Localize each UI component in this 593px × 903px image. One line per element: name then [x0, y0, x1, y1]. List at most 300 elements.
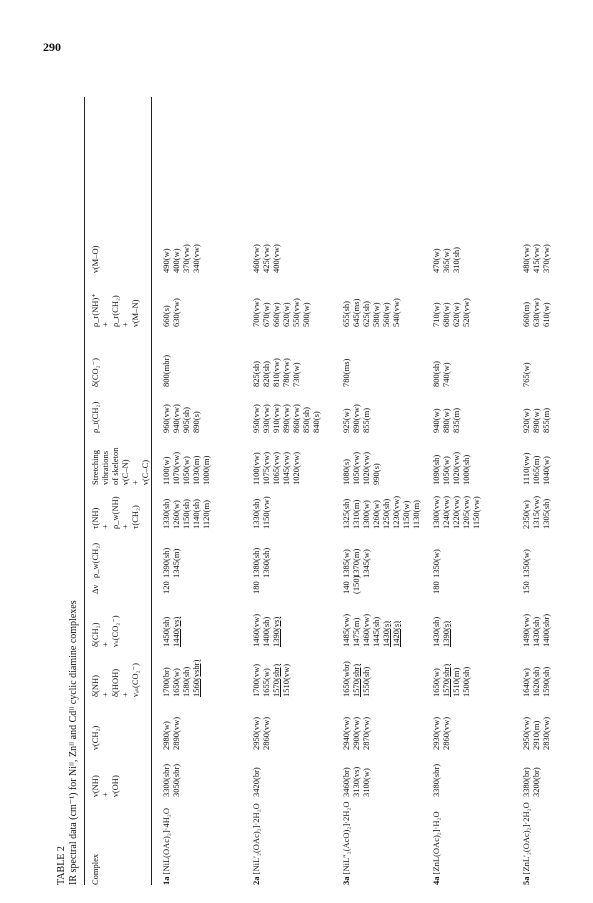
- cell-value: 3130(vs): [351, 766, 361, 797]
- cell-value: 880(w): [441, 408, 451, 433]
- cell-value: 1080(s): [341, 459, 351, 485]
- header-rule: [151, 97, 152, 885]
- cell-value: 1550(sh): [361, 666, 371, 697]
- cell-value: 855(m): [541, 407, 551, 433]
- column-header-line: Stretching: [90, 450, 100, 485]
- column-header-line: νₛ(CO₂⁻): [110, 615, 120, 647]
- cell-value: 460(vw): [251, 244, 261, 273]
- data-cell: [161, 244, 201, 273]
- cell-value: 415(vw): [531, 244, 541, 273]
- column-header-line: νₐₛ(CO₂⁻): [130, 663, 140, 697]
- cell-value: 1065(vw): [271, 451, 281, 485]
- data-cell: [431, 549, 441, 578]
- column-header: [90, 496, 140, 529]
- data-cell: [341, 549, 371, 578]
- column-header-line: δ(NH): [90, 675, 100, 697]
- data-cell: [251, 452, 301, 485]
- column-header: [90, 854, 100, 885]
- column-header: [90, 246, 100, 273]
- table-label: TABLE 2: [56, 846, 67, 885]
- cell-value: 1070(vw): [171, 451, 181, 485]
- data-cell: [251, 404, 321, 433]
- complex-formula: [NiL(OAc)₂]·4H₂O: [161, 808, 171, 875]
- cell-value: 1400(sh): [261, 616, 271, 647]
- cell-value: 960(vw): [161, 404, 171, 433]
- cell-value: 470(w): [431, 248, 441, 273]
- rotated-table: [56, 97, 551, 885]
- complex-formula: [NiL′₂(OAc)₂]·2H₂O: [251, 803, 261, 875]
- cell-value: 560(w): [381, 302, 391, 327]
- cell-value: 1380(sh): [251, 547, 261, 578]
- cell-value: 1475(m): [351, 617, 361, 647]
- cell-value: 1390(sh): [161, 547, 171, 578]
- cell-value: 1500(sh): [461, 666, 471, 697]
- cell-value: 1440(vs): [171, 616, 181, 647]
- cell-value: 150: [521, 581, 531, 594]
- column-header-line: of skeleton: [110, 447, 120, 485]
- column-header-line: ν(CH₂): [90, 725, 100, 750]
- data-cell: [251, 581, 261, 594]
- cell-value: 180: [431, 581, 441, 594]
- cell-value: 1110(vw): [521, 452, 531, 485]
- cell-value: 1360(sh): [261, 547, 271, 578]
- data-cell: [431, 361, 451, 387]
- cell-value: 700(vw): [251, 298, 261, 327]
- cell-value: 1650(wbr): [341, 661, 351, 697]
- cell-value: 1030(m): [191, 455, 201, 485]
- data-cell: [431, 452, 471, 485]
- data-cell: [431, 408, 461, 433]
- cell-value: 890(w): [531, 408, 541, 433]
- column-header: [90, 358, 100, 387]
- cell-value: 1345(m): [171, 548, 181, 578]
- cell-value: 800(mbr): [161, 354, 171, 387]
- data-cell: [341, 717, 371, 750]
- data-cell: [341, 452, 381, 485]
- data-cell: [431, 247, 461, 273]
- cell-value: 400(w): [171, 248, 181, 273]
- cell-value: 3300(sbr): [161, 763, 171, 797]
- cell-value: 655(sh): [341, 301, 351, 327]
- cell-value: 180: [251, 581, 261, 594]
- cell-value: 1640(w): [521, 668, 531, 697]
- complex-formula: [ZnL′₂(OAc)₂]·2H₂O: [521, 802, 531, 875]
- cell-value: 425(vw): [261, 244, 271, 273]
- cell-value: 1050(vw): [351, 451, 361, 485]
- cell-value: 140: [341, 581, 351, 594]
- column-header-line: ν(M–O): [90, 245, 100, 273]
- data-cell: [521, 667, 551, 697]
- cell-value: 740(w): [441, 362, 451, 387]
- cell-value: 370(vw): [541, 244, 551, 273]
- cell-value: 580(w): [371, 302, 381, 327]
- cell-value: 1620(sh): [531, 666, 541, 697]
- data-cell: [251, 767, 261, 797]
- cell-value: 1430(sh): [531, 616, 541, 647]
- cell-value: 1100(w): [161, 456, 171, 485]
- data-cell: [251, 244, 281, 273]
- cell-value: 1580(sh): [181, 666, 191, 697]
- data-cell: [431, 717, 451, 750]
- complex-number: 3a: [341, 876, 351, 885]
- data-cell: [341, 359, 351, 387]
- data-cell: [521, 581, 531, 594]
- cell-value: 825(sh): [251, 361, 261, 387]
- cell-value: 930(vw): [261, 404, 271, 433]
- column-header-line: +: [120, 692, 130, 697]
- cell-value: 660(m): [521, 301, 531, 327]
- data-cell: [521, 549, 531, 578]
- data-cell: [161, 404, 201, 433]
- cell-value: 500(w): [301, 302, 311, 327]
- cell-value: 625(sh): [361, 301, 371, 327]
- cell-value: 950(vw): [251, 404, 261, 433]
- data-cell: [251, 496, 271, 529]
- complex-number: 2a: [251, 876, 261, 885]
- complex-number: 1a: [161, 876, 171, 885]
- data-cell: [521, 614, 551, 647]
- complex-name: [431, 811, 441, 885]
- data-cell: [161, 499, 211, 529]
- cell-value: 3380(sbr): [431, 763, 441, 797]
- cell-value: 620(w): [281, 302, 291, 327]
- data-cell: [431, 581, 441, 594]
- column-header: [90, 615, 120, 647]
- cell-value: 490(w): [161, 248, 171, 273]
- cell-value: 730(w): [291, 362, 301, 387]
- cell-value: 860(vw): [291, 404, 301, 433]
- cell-value: 1150(sh): [181, 499, 191, 529]
- cell-value: 905(sh): [181, 407, 191, 433]
- cell-value: 670(w): [261, 302, 271, 327]
- cell-value: 3100(w): [361, 768, 371, 797]
- column-header-line: +: [130, 480, 140, 485]
- cell-value: 480(vw): [521, 244, 531, 273]
- cell-value: 3380(br): [521, 767, 531, 797]
- cell-value: 610(w): [541, 302, 551, 327]
- cell-value: 1250(sh): [381, 498, 391, 529]
- data-cell: [251, 614, 281, 647]
- column-header-line: ρ_t(CH₂): [90, 401, 100, 433]
- cell-value: 1020(vw): [291, 451, 301, 485]
- cell-value: 310(sh): [451, 247, 461, 273]
- column-header-line: ρ_r(NH)⁺: [90, 293, 100, 327]
- cell-value: 370(vw): [181, 244, 191, 273]
- cell-value: 1315(vw): [531, 495, 541, 529]
- column-header-line: ν(NH): [90, 775, 100, 797]
- cell-value: 1240(vw): [441, 495, 451, 529]
- column-header: [90, 447, 150, 485]
- data-cell: [521, 767, 541, 797]
- table-caption: [56, 97, 80, 885]
- data-cell: [251, 717, 271, 750]
- data-cell: [161, 355, 171, 387]
- cell-value: 1330(sh): [251, 498, 261, 529]
- column-header-line: +: [100, 524, 110, 529]
- cell-value: 1260(w): [371, 500, 381, 529]
- column-header: [90, 775, 120, 797]
- cell-value: 1350(w): [521, 549, 531, 578]
- page-number: 290: [43, 40, 61, 54]
- column-header-line: +: [100, 322, 110, 327]
- column-header-line: τ(CH₂): [130, 505, 140, 529]
- data-cell: [521, 717, 551, 750]
- cell-value: 1040(w): [541, 456, 551, 485]
- cell-value: 1390(vs): [271, 616, 281, 647]
- cell-value: 3200(br): [531, 767, 541, 797]
- data-cell: [251, 298, 311, 327]
- cell-value: 925(w): [341, 408, 351, 433]
- complex-formula: [ZnL(OAc)₂]·H₂O: [431, 811, 441, 875]
- cell-value: 1305(sh): [541, 498, 551, 529]
- cell-value: 1450(sh): [161, 616, 171, 647]
- cell-value: 3050(sbr): [171, 763, 181, 797]
- column-header-line: δ(CH₂): [90, 622, 100, 647]
- cell-value: 1000(m): [201, 455, 211, 485]
- data-cell: [521, 244, 551, 273]
- cell-value: 630(vw): [531, 298, 541, 327]
- cell-value: 1370(m): [351, 548, 361, 578]
- cell-value: 1700(vw): [251, 663, 261, 697]
- data-cell: [431, 664, 471, 697]
- cell-value: 855(m): [361, 407, 371, 433]
- cell-value: 1260(w): [171, 500, 181, 529]
- data-cell: [341, 298, 401, 327]
- cell-value: 645(ms): [351, 298, 361, 327]
- cell-value: 710(w): [431, 302, 441, 327]
- data-cell: [341, 614, 401, 647]
- cell-value: 1150(vw): [471, 496, 481, 529]
- column-header-line: δ(CO₂⁻): [90, 358, 100, 387]
- cell-value: 1300(vw): [431, 495, 441, 529]
- data-cell: [431, 617, 451, 647]
- cell-value: 1120(m): [201, 500, 211, 529]
- complex-number: 5a: [521, 876, 531, 885]
- data-cell: [521, 362, 531, 387]
- cell-value: 1065(m): [531, 455, 541, 485]
- column-header-line: ρ_r(CH₂): [110, 295, 120, 327]
- cell-value: 1590(sh): [541, 666, 551, 697]
- complex-number: 4a: [431, 876, 441, 885]
- data-cell: [431, 764, 441, 797]
- cell-value: 1045(vw): [281, 451, 291, 485]
- cell-value: 2860(vw): [441, 716, 451, 750]
- data-cell: [161, 581, 171, 594]
- cell-value: 890(vw): [281, 404, 291, 433]
- data-cell: [431, 298, 471, 327]
- cell-value: 340(vw): [191, 244, 201, 273]
- complex-formula: [NiL″₂(AcO)₂]·2H₂O: [341, 801, 351, 875]
- cell-value: 920(w): [521, 408, 531, 433]
- cell-value: 1020(vw): [361, 451, 371, 485]
- cell-value: 1000(sh): [461, 454, 471, 485]
- cell-value: 1075(vw): [261, 451, 271, 485]
- cell-value: 1460(vw): [361, 613, 371, 647]
- cell-value: 1510(m): [451, 667, 461, 697]
- cell-value: 835(m): [451, 407, 461, 433]
- data-cell: [341, 576, 361, 594]
- cell-value: 2350(w): [521, 500, 531, 529]
- cell-value: 1510(vw): [281, 663, 291, 697]
- data-cell: [521, 408, 551, 433]
- complex-name: [341, 802, 351, 885]
- data-cell: [161, 660, 201, 697]
- cell-value: 1090(sh): [431, 454, 441, 485]
- cell-value: 940(w): [431, 408, 441, 433]
- cell-value: 2830(vw): [541, 716, 551, 750]
- data-cell: [251, 548, 271, 578]
- cell-value: 2940(vw): [341, 716, 351, 750]
- cell-value: 2930(vw): [431, 716, 441, 750]
- cell-value: 1300(w): [361, 500, 371, 529]
- cell-value: 1385(w): [341, 549, 351, 578]
- cell-value: 1020(vw): [451, 451, 461, 485]
- cell-value: 1330(sh): [161, 498, 171, 529]
- cell-value: 1570(sbr): [271, 663, 281, 697]
- cell-value: 1100(vw): [251, 452, 261, 485]
- cell-value: 1310(m): [351, 499, 361, 529]
- data-cell: [521, 298, 551, 327]
- cell-value: 1140(sh): [191, 499, 201, 529]
- cell-value: 365(w): [441, 248, 451, 273]
- data-cell: [431, 496, 481, 529]
- cell-value: 800(sh): [431, 361, 441, 387]
- column-header-line: +: [100, 792, 110, 797]
- cell-value: 620(w): [451, 302, 461, 327]
- top-rule: [84, 97, 85, 885]
- column-header-line: +: [120, 524, 130, 529]
- cell-value: 400(vw): [271, 244, 281, 273]
- cell-value: 2860(vw): [261, 716, 271, 750]
- column-header: [90, 585, 100, 594]
- cell-value: 1650(w): [171, 668, 181, 697]
- cell-value: 1570(sbr): [441, 663, 451, 697]
- data-cell: [251, 358, 301, 387]
- table-title: IR spectral data (cm⁻¹) for Niᴵᴵ, Znᴵᴵ and Cdᴵᴵ cyclic diamine complexes: [68, 600, 79, 885]
- data-cell: [521, 496, 551, 529]
- cell-value: 890(s): [191, 411, 201, 433]
- column-header-line: Δν: [90, 584, 100, 594]
- cell-value: 1400(sbr): [541, 613, 551, 647]
- cell-value: 2870(vw): [361, 716, 371, 750]
- cell-value: 840(s): [311, 411, 321, 433]
- complex-name: [251, 803, 261, 885]
- cell-value: 850(sh): [301, 407, 311, 433]
- cell-value: 3460(br): [341, 767, 351, 797]
- cell-value: 990(s): [371, 463, 381, 485]
- cell-value: 550(vw): [291, 298, 301, 327]
- data-cell: [341, 404, 371, 433]
- cell-value: 1350(w): [431, 549, 441, 578]
- column-header-line: ν(M–N): [130, 299, 140, 327]
- cell-value: 910(vw): [271, 404, 281, 433]
- column-header-line: +: [100, 692, 110, 697]
- cell-value: 3420(br): [251, 767, 261, 797]
- column-header: [90, 663, 140, 697]
- cell-value: 1130(m): [411, 500, 421, 529]
- data-cell: [161, 548, 181, 578]
- cell-value: 2900(vw): [351, 716, 361, 750]
- cell-value: 1430(sh): [431, 616, 441, 647]
- data-cell: [251, 664, 291, 697]
- cell-value: 1230(vw): [391, 495, 401, 529]
- cell-value: 1700(br): [161, 667, 171, 697]
- cell-value: 1650(w): [431, 668, 441, 697]
- cell-value: 630(vw): [171, 298, 181, 327]
- column-header-line: vibrations: [100, 451, 110, 485]
- cell-value: 1050(w): [181, 456, 191, 485]
- cell-value: 1205(vw): [461, 495, 471, 529]
- cell-value: 2910(m): [531, 720, 541, 750]
- cell-value: 120: [161, 581, 171, 594]
- cell-value: 1420(s): [391, 621, 401, 647]
- cell-value: 520(vw): [461, 298, 471, 327]
- cell-value: 2890(vw): [171, 716, 181, 750]
- cell-value: 1150(w): [401, 500, 411, 529]
- cell-value: 680(w): [441, 302, 451, 327]
- cell-value: 1570(sbr): [351, 663, 361, 697]
- data-cell: [161, 617, 181, 647]
- data-cell: [341, 767, 371, 797]
- data-cell: [161, 764, 181, 797]
- cell-value: 1490(vw): [521, 613, 531, 647]
- cell-value: 1560(vsbr): [191, 659, 201, 697]
- cell-value: (150): [351, 575, 361, 594]
- cell-value: 1220(vw): [451, 495, 461, 529]
- cell-value: 1430(s): [381, 621, 391, 647]
- cell-value: 2950(vw): [521, 716, 531, 750]
- column-header-line: +: [120, 322, 130, 327]
- cell-value: 765(w): [521, 362, 531, 387]
- cell-value: 2980(w): [161, 721, 171, 750]
- cell-value: 2950(vw): [251, 716, 261, 750]
- data-cell: [521, 453, 551, 485]
- data-cell: [341, 661, 371, 697]
- column-header-line: ρ_w(CH₂): [90, 542, 100, 578]
- cell-value: 1050(w): [441, 456, 451, 485]
- column-header: [90, 402, 100, 433]
- cell-value: 780(vw): [281, 358, 291, 387]
- cell-value: 660(w): [271, 302, 281, 327]
- cell-value: 1345(w): [361, 549, 371, 578]
- data-cell: [161, 717, 181, 750]
- column-header-line: δ(HOH): [110, 668, 120, 697]
- complex-name: [521, 802, 531, 885]
- cell-value: 1325(sh): [341, 498, 351, 529]
- cell-value: 540(vw): [391, 298, 401, 327]
- complex-name: [161, 808, 171, 885]
- cell-value: 820(sh): [261, 361, 271, 387]
- column-header: [90, 726, 100, 750]
- column-header-line: ν(OH): [110, 775, 120, 797]
- column-header-line: ν(C–C): [140, 459, 150, 485]
- cell-value: 890(vw): [351, 404, 361, 433]
- cell-value: 780(ms): [341, 358, 351, 387]
- column-header-line: τ(NH): [90, 507, 100, 529]
- column-header-line: +: [100, 642, 110, 647]
- column-header-line: ν(C–N): [120, 459, 130, 485]
- cell-value: 1445(sh): [371, 616, 381, 647]
- cell-value: 810(vw): [271, 358, 281, 387]
- column-header-line: ρ_w(NH): [110, 496, 120, 529]
- cell-value: 1655(w): [261, 668, 271, 697]
- column-header-line: Complex: [90, 853, 100, 885]
- cell-value: 940(vw): [171, 404, 181, 433]
- column-header: [90, 543, 100, 578]
- cell-value: 660(s): [161, 305, 171, 327]
- cell-value: 1150(vw): [261, 496, 271, 529]
- cell-value: 1390(s): [441, 621, 451, 647]
